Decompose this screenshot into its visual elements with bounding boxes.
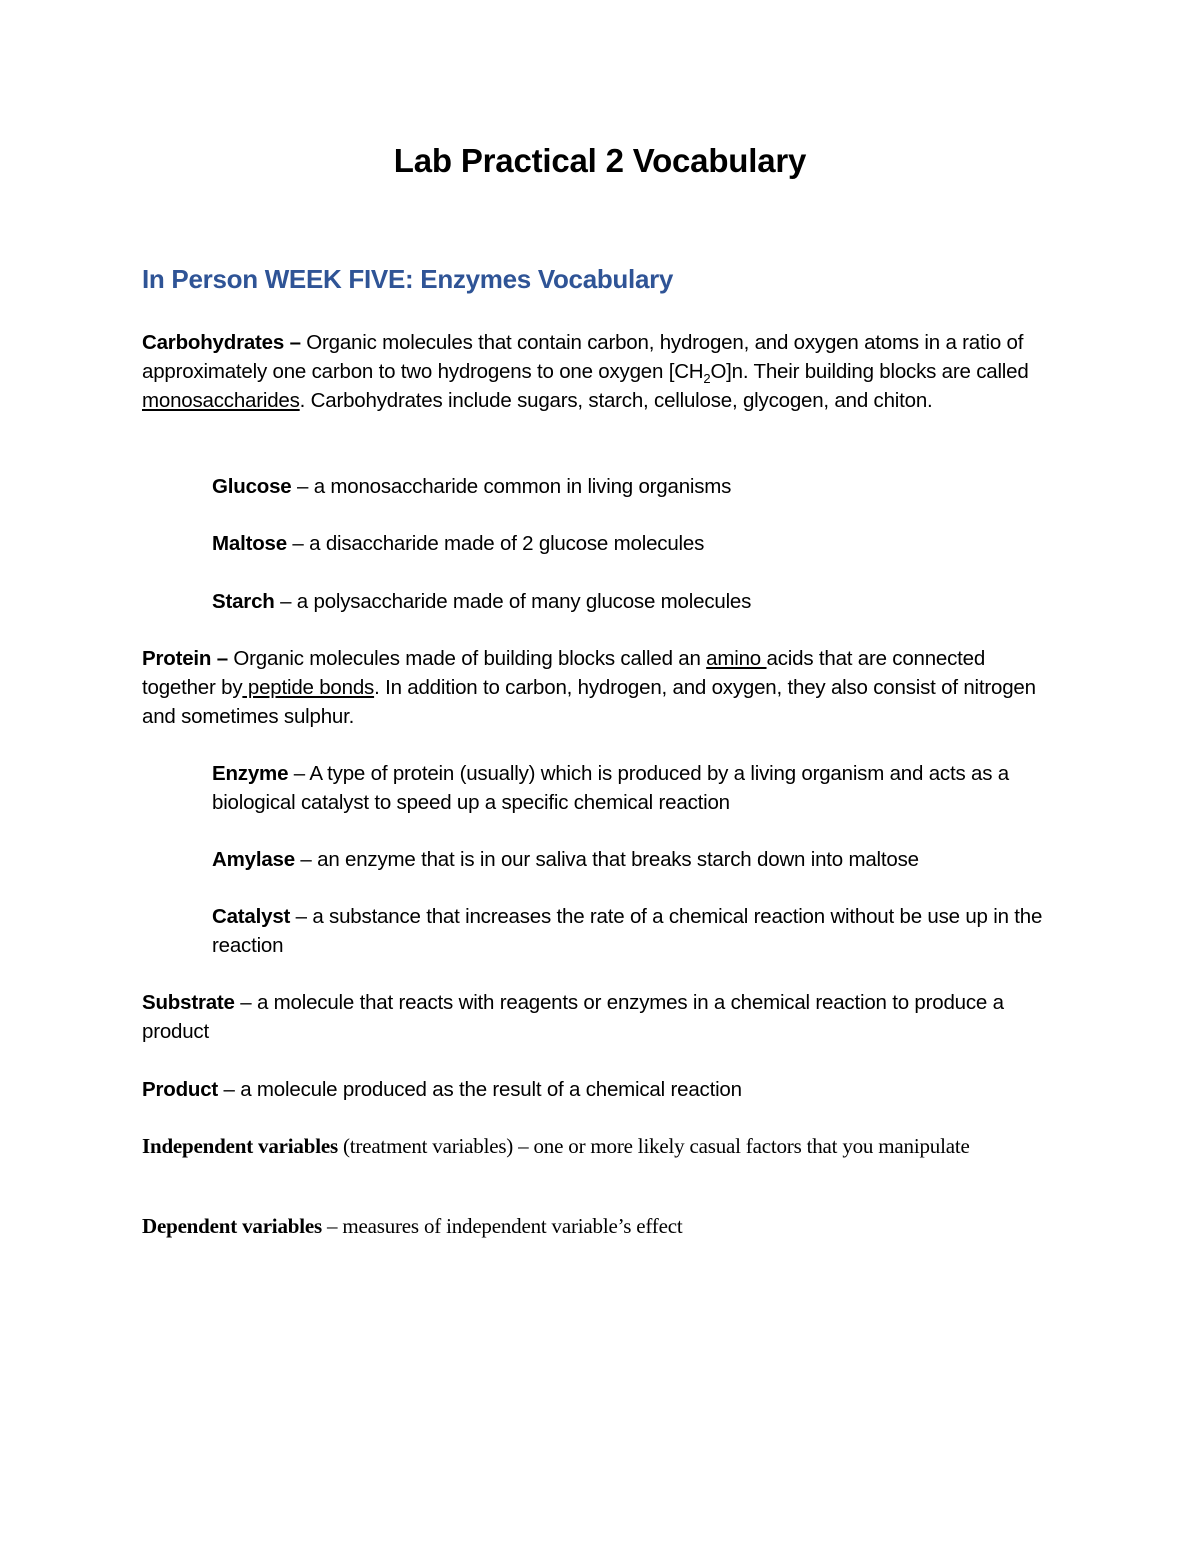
- term-label: Dependent variables: [142, 1214, 322, 1238]
- definition-text: O]n. Their building blocks are called: [710, 360, 1029, 383]
- term-label: Starch: [212, 590, 275, 613]
- page-title: Lab Practical 2 Vocabulary: [393, 142, 807, 179]
- term-label: Carbohydrates –: [142, 331, 301, 354]
- term-label: Amylase: [212, 848, 295, 871]
- definition-catalyst: [212, 902, 1062, 960]
- definition-enzyme: [212, 759, 1062, 817]
- term-label: Maltose: [212, 532, 287, 555]
- term-label: Product: [142, 1078, 219, 1101]
- definition-text: – a substance that increases the rate of a chemical reaction without be use up in the reaction: [212, 905, 1043, 957]
- definition-text: – a molecule that reacts with reagents or enzymes in a chemical reaction to produce a product: [142, 991, 1004, 1043]
- underlined-term: monosaccharides: [142, 389, 300, 412]
- definition-glucose: [212, 472, 1062, 501]
- definition-protein: [142, 644, 1062, 731]
- definition-amylase: [212, 845, 1062, 874]
- definition-text: – a polysaccharide made of many glucose molecules: [274, 590, 752, 613]
- definition-independent-variables: [142, 1132, 1062, 1161]
- definition-maltose: [212, 529, 1062, 558]
- definition-carbohydrates: [142, 328, 1062, 415]
- definition-starch: [212, 587, 1062, 616]
- term-label: Catalyst: [212, 905, 291, 928]
- term-label: Protein –: [142, 647, 228, 670]
- term-label: Substrate: [142, 991, 235, 1014]
- definition-text: Organic molecules made of building blocks called an: [227, 647, 707, 670]
- definition-text: acids that are connected together by: [142, 647, 986, 699]
- definition-text: – measures of independent variable’s effect: [321, 1214, 683, 1238]
- section-heading: In Person WEEK FIVE: Enzymes Vocabulary: [142, 264, 674, 294]
- definition-product: [142, 1075, 1062, 1104]
- underlined-term: amino: [706, 647, 767, 670]
- definition-text: – a molecule produced as the result of a chemical reaction: [218, 1078, 742, 1101]
- definition-text: – a disaccharide made of 2 glucose molecules: [286, 532, 705, 555]
- underlined-term: peptide bonds: [242, 676, 375, 699]
- definition-text: (treatment variables) – one or more likely casual factors that you manipulate: [337, 1134, 970, 1158]
- definition-text: – A type of protein (usually) which is produced by a living organism and acts as a biological catalyst to speed up a specific chemical reaction: [212, 762, 1009, 814]
- definition-substrate: [142, 988, 1062, 1046]
- definition-text: – an enzyme that is in our saliva that breaks starch down into maltose: [294, 848, 919, 871]
- subscript: 2: [703, 371, 711, 387]
- definition-text: . Carbohydrates include sugars, starch, cellulose, glycogen, and chiton.: [299, 389, 933, 412]
- definition-text: . In addition to carbon, hydrogen, and oxygen, they also consist of nitrogen and sometimes sulphur.: [142, 676, 1036, 728]
- definition-dependent-variables: [142, 1212, 1062, 1241]
- definition-text: Organic molecules that contain carbon, hydrogen, and oxygen atoms in a ratio of approximately one carbon to two hydrogens to one oxygen [CH: [142, 331, 1024, 383]
- definition-text: – a monosaccharide common in living organisms: [291, 475, 732, 498]
- term-label: Independent variables: [142, 1134, 338, 1158]
- term-label: Enzyme: [212, 762, 289, 785]
- term-label: Glucose: [212, 475, 292, 498]
